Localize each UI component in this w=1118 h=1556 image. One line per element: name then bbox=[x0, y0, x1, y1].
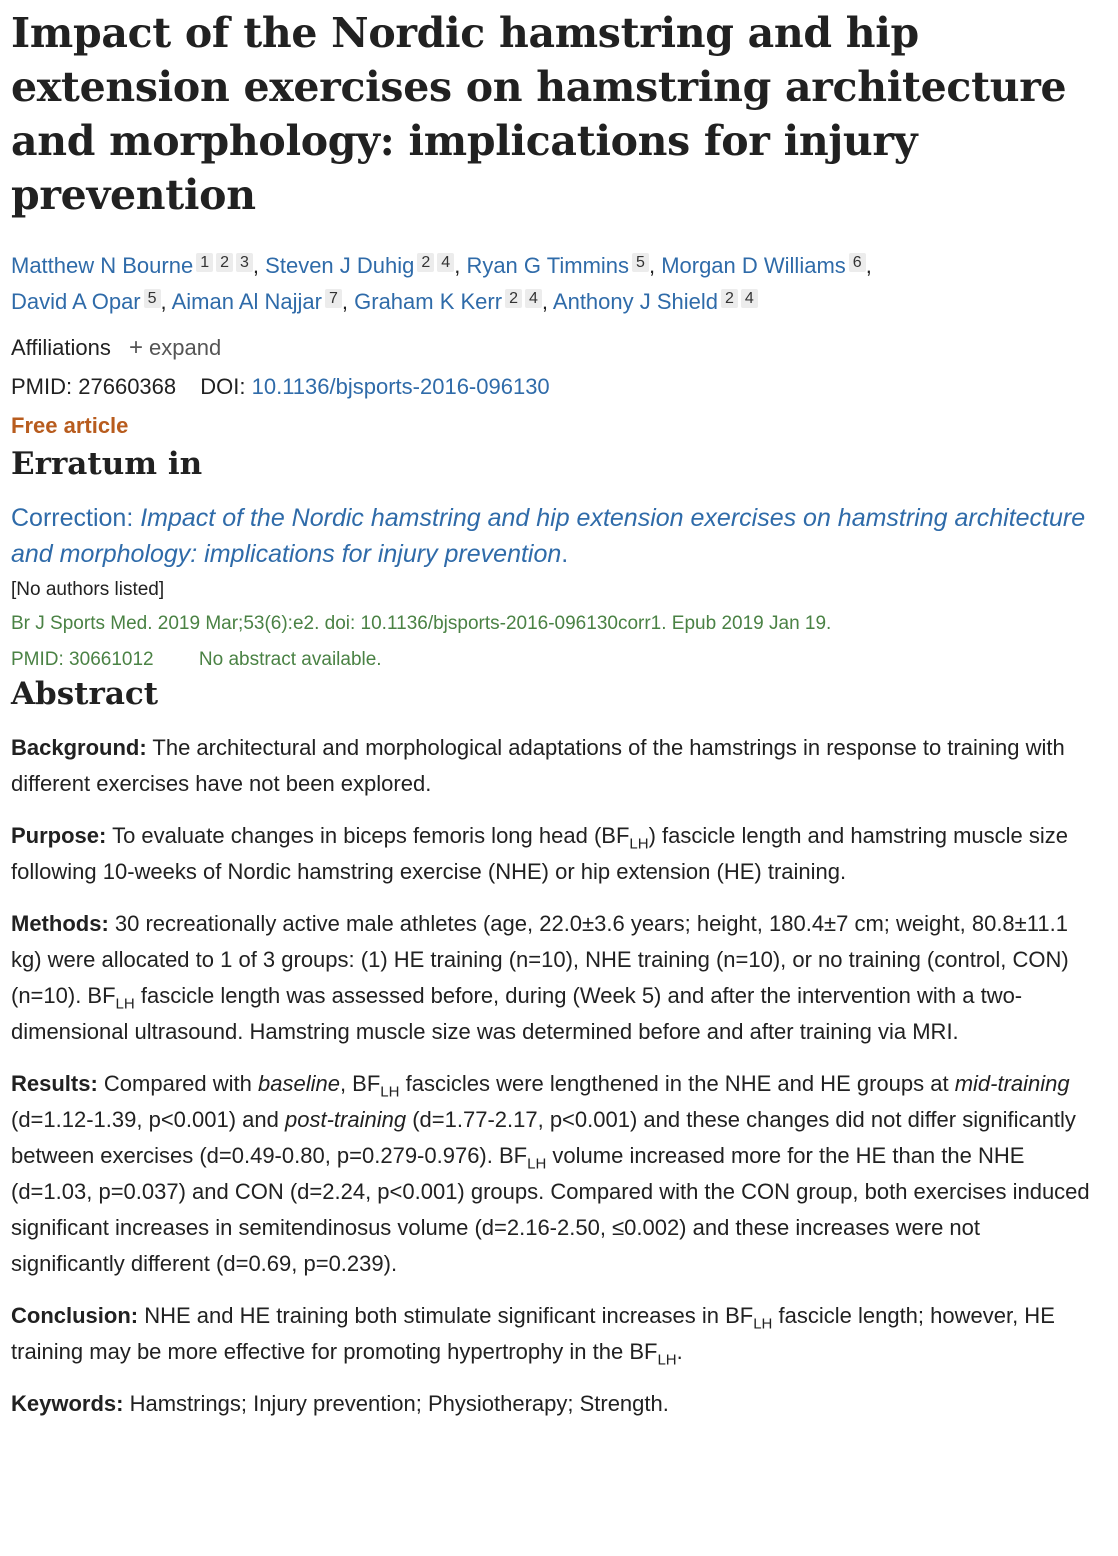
expand-label: expand bbox=[149, 335, 222, 360]
affiliation-badge[interactable]: 2 bbox=[216, 253, 233, 272]
author-separator: , bbox=[160, 289, 167, 314]
author-item bbox=[466, 253, 655, 278]
author-separator: , bbox=[454, 253, 461, 278]
keywords-text: Hamstrings; Injury prevention; Physiotherapy; Strength. bbox=[129, 1391, 669, 1416]
affiliation-badge[interactable]: 4 bbox=[741, 289, 758, 308]
author-separator: , bbox=[865, 253, 872, 278]
subscript-lh: LH bbox=[753, 1315, 773, 1333]
author-separator: , bbox=[252, 253, 260, 278]
article-title: Impact of the Nordic hamstring and hip extension exercises on hamstring architecture and morphology: implications for injury prevention bbox=[11, 9, 1067, 219]
author-separator: , bbox=[341, 289, 348, 314]
affiliations-label: Affiliations bbox=[11, 335, 111, 360]
no-abstract-text: No abstract available. bbox=[198, 649, 382, 670]
pmid-label: PMID: bbox=[11, 374, 73, 399]
affiliation-badge[interactable]: 4 bbox=[525, 289, 542, 308]
author-separator: , bbox=[648, 253, 656, 278]
subscript-lh: LH bbox=[629, 835, 649, 853]
affiliation-badge[interactable]: 5 bbox=[144, 289, 161, 308]
methods-label: Methods: bbox=[11, 911, 109, 936]
erratum-citation: Br J Sports Med. 2019 Mar;53(6):e2. doi: 10.1136/bjsports-2016-096130corr1. Epub 2019 Jan 19. bbox=[11, 613, 832, 634]
correction-title: Impact of the Nordic hamstring and hip extension exercises on hamstring architecture and morphology: implications for injury prevention bbox=[11, 504, 1086, 568]
subscript-lh: LH bbox=[380, 1083, 400, 1101]
author-separator: , bbox=[541, 289, 548, 314]
conclusion-text: NHE and HE training both stimulate significant increases in BF bbox=[144, 1303, 754, 1328]
author-link[interactable]: Graham K Kerr bbox=[354, 289, 503, 314]
purpose-text: To evaluate changes in biceps femoris long head (BF bbox=[112, 823, 630, 848]
background-label: Background: bbox=[11, 735, 147, 760]
methods-text: fascicle length was assessed before, during (Week 5) and after the intervention with a two-dimensional ultrasound. Hamstring muscle size was determined before and after training via MRI. bbox=[11, 983, 1023, 1044]
abstract-keywords bbox=[11, 1386, 1096, 1422]
conclusion-label: Conclusion: bbox=[11, 1303, 139, 1328]
erratum-pmid-row bbox=[11, 646, 1096, 674]
purpose-label: Purpose: bbox=[11, 823, 107, 848]
affiliation-badge[interactable]: 7 bbox=[325, 289, 342, 308]
results-text: (d=1.12-1.39, p<0.001) and bbox=[11, 1107, 279, 1132]
results-text: , BF bbox=[339, 1071, 381, 1096]
author-item bbox=[11, 253, 259, 278]
pmid-value: 27660368 bbox=[78, 374, 177, 399]
free-article-badge[interactable]: Free article bbox=[11, 413, 129, 438]
abstract-conclusion bbox=[11, 1298, 1096, 1370]
conclusion-text: fascicle length; however, HE training may be more effective for promoting hypertrophy in the BF bbox=[11, 1303, 1055, 1364]
results-italic: mid-training bbox=[954, 1071, 1070, 1096]
abstract-background bbox=[11, 730, 1096, 802]
affiliation-badge[interactable]: 2 bbox=[505, 289, 522, 308]
keywords-label: Keywords: bbox=[11, 1391, 124, 1416]
subscript-lh: LH bbox=[527, 1155, 547, 1173]
results-text: (d=1.77-2.17, p<0.001) and these changes did not differ significantly between exercises (d=0.49-0.80, p=0.279-0.976). BF bbox=[11, 1107, 1076, 1168]
plus-icon: + bbox=[129, 334, 144, 361]
affiliation-badge[interactable]: 5 bbox=[632, 253, 649, 272]
abstract-methods bbox=[11, 906, 1096, 1050]
abstract-results bbox=[11, 1066, 1096, 1282]
author-item bbox=[354, 289, 548, 314]
results-italic: post-training bbox=[285, 1107, 407, 1132]
conclusion-text: . bbox=[676, 1339, 683, 1364]
correction-prefix: Correction: bbox=[11, 504, 141, 532]
author-link[interactable]: Aiman Al Najjar bbox=[171, 289, 322, 314]
author-item bbox=[553, 289, 758, 314]
affiliation-badge[interactable]: 6 bbox=[849, 253, 866, 272]
doi-link[interactable]: 10.1136/bjsports-2016-096130 bbox=[251, 374, 550, 399]
correction-link[interactable] bbox=[11, 500, 1096, 572]
author-link[interactable]: Matthew N Bourne bbox=[11, 253, 194, 278]
affiliation-badge[interactable]: 2 bbox=[417, 253, 434, 272]
author-list bbox=[11, 248, 1096, 320]
affiliations-expand-button[interactable] bbox=[129, 335, 221, 360]
article-page bbox=[0, 6, 1118, 1422]
author-link[interactable]: Steven J Duhig bbox=[265, 253, 415, 278]
author-link[interactable]: Anthony J Shield bbox=[552, 289, 719, 314]
purpose-text: ) fascicle length and hamstring muscle size following 10-weeks of Nordic hamstring exercise (NHE) or hip extension (HE) training. bbox=[11, 823, 1068, 884]
subscript-lh: LH bbox=[115, 995, 135, 1013]
results-italic: baseline bbox=[258, 1071, 340, 1096]
no-authors-text: [No authors listed] bbox=[11, 579, 165, 600]
results-label: Results: bbox=[11, 1071, 98, 1096]
results-text: Compared with bbox=[103, 1071, 252, 1096]
author-link[interactable]: Morgan D Williams bbox=[661, 253, 846, 278]
affiliation-badge[interactable]: 3 bbox=[236, 253, 253, 272]
author-item bbox=[11, 289, 167, 314]
author-item bbox=[661, 253, 872, 278]
abstract-heading: Abstract bbox=[11, 676, 159, 712]
author-item bbox=[172, 289, 348, 314]
subscript-lh: LH bbox=[657, 1351, 677, 1369]
affiliation-badge[interactable]: 2 bbox=[721, 289, 738, 308]
methods-text: 30 recreationally active male athletes (age, 22.0±3.6 years; height, 180.4±7 cm; weight, 80.8±11.1 kg) were allocated to 1 of 3 groups: (1) HE training (n=10), NHE training (n=10), or no training (control, CON) (n=10). BF bbox=[11, 911, 1069, 1008]
results-text: volume increased more for the HE than the NHE (d=1.03, p=0.037) and CON (d=2.24, p<0.001) groups. Compared with the CON group, both exercises induced significant increases in semitendinosus volume (d=2.16-2.50, ≤0.002) and these increases were not significantly different (d=0.69, p=0.239). bbox=[11, 1143, 1090, 1276]
correction-suffix: . bbox=[561, 540, 569, 568]
results-text: fascicles were lengthened in the NHE and HE groups at bbox=[405, 1071, 949, 1096]
author-link[interactable]: Ryan G Timmins bbox=[466, 253, 630, 278]
author-item bbox=[265, 253, 460, 278]
affiliation-badge[interactable]: 1 bbox=[196, 253, 213, 272]
affiliation-badge[interactable]: 4 bbox=[437, 253, 454, 272]
erratum-pmid: PMID: 30661012 bbox=[11, 649, 154, 670]
abstract-purpose bbox=[11, 818, 1096, 890]
background-text: The architectural and morphological adaptations of the hamstrings in response to training with different exercises have not been explored. bbox=[11, 735, 1065, 796]
affiliations-toggle-row bbox=[11, 330, 1096, 366]
author-link[interactable]: David A Opar bbox=[11, 289, 141, 314]
identifiers bbox=[11, 369, 1096, 405]
doi-label: DOI: bbox=[200, 374, 246, 399]
erratum-heading: Erratum in bbox=[11, 446, 203, 482]
